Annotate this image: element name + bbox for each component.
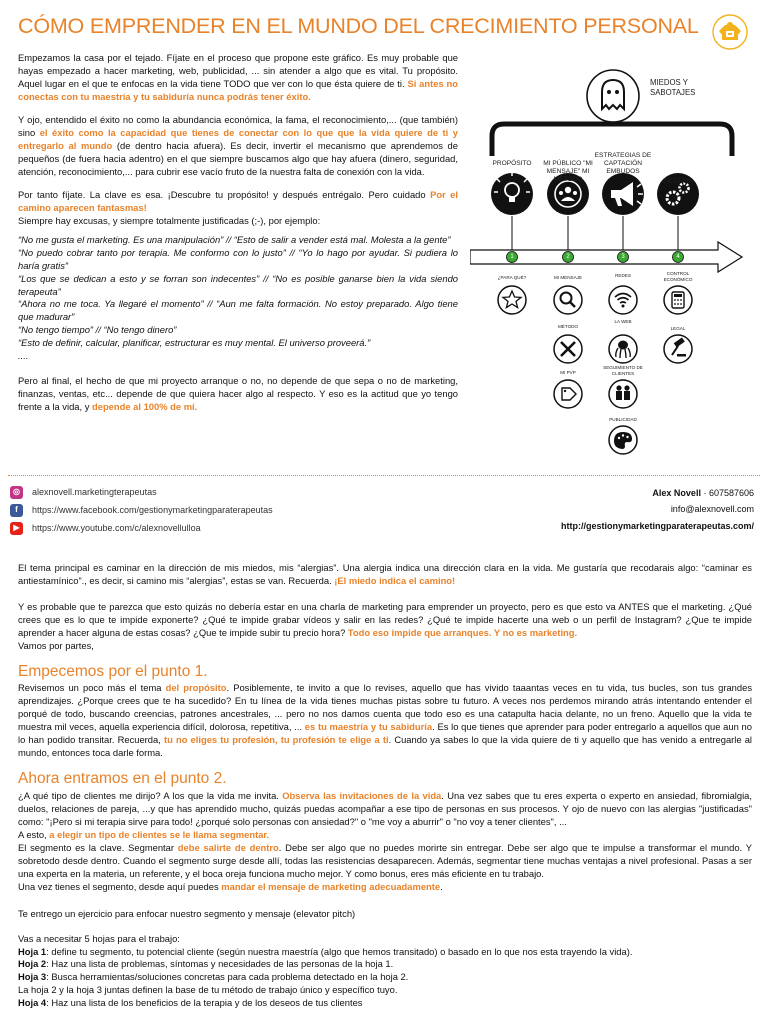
price-tag-icon (554, 380, 582, 408)
calculator-icon (664, 286, 692, 314)
section-heading-point-2: Ahora entramos en el punto 2. (18, 770, 227, 788)
lightbulb-icon (491, 172, 533, 215)
author-name: Alex Novell (652, 488, 701, 498)
web-label: LA WEB (614, 319, 632, 324)
sheet-item: Hoja 1: define tu segmento, tu potencial cliente (según nuestra maestría (algo que hemos transitado) o basado en lo que nos esta trayendo la vida). (18, 945, 633, 957)
article-paragraph-2: Y es probable que te parezca que esto quizás no debería estar en una charla de marketing para emprender un proyecto, pero es que esto va ANTES que el marketing. ¿Qué crees que es lo que te impide exponerte? ¿Qué te impide grabar vídeos y salir en las redes? ¿Qué te impide hacerte una web o un perfil de Instagram? ¿Que te impide aprender a hacer alguna de estas cosas? ¿Que te impide subir tu precio hora? Todo eso impide que arranques. Y no es marketing. Vamos por partes, (18, 600, 752, 651)
sheet-item: La hoja 2 y la hoja 3 juntas definen la base de tu método de trabajo único y específico tuyo. (18, 984, 398, 996)
wifi-icon (609, 286, 637, 314)
exercise-need: Vas a necesitar 5 hojas para el trabajo: (18, 932, 180, 944)
step-1-number: 1 (510, 254, 514, 260)
step-1-label: PROPÓSITO (492, 160, 532, 167)
instagram-handle[interactable]: alexnovell.marketingterapeutas (32, 486, 157, 497)
step-2-label: MI PÚBLICO "MI MENSAJE" MI MÉTODO (543, 160, 593, 184)
facebook-icon: f (10, 504, 23, 517)
page-title: CÓMO EMPRENDER EN EL MUNDO DEL CRECIMIENTO PERSONAL (18, 14, 699, 38)
ghost-icon (587, 70, 639, 122)
facebook-row (10, 502, 273, 518)
step-3-sub-label: REDES (615, 273, 631, 278)
arrow-connectors (512, 216, 678, 250)
facebook-link[interactable]: https://www.facebook.com/gestionymarketingparaterapeutas (32, 504, 273, 515)
step-4-sub-label: CONTROL ECONÓMICO (663, 271, 693, 282)
author-website[interactable]: http://gestionymarketingparaterapeutas.com/ (560, 521, 754, 531)
advertising-label: PUBLICIDAD (609, 417, 637, 422)
youtube-link[interactable]: https://www.youtube.com/c/alexnovellulloa (32, 522, 201, 533)
youtube-row (10, 520, 201, 536)
section-divider (8, 475, 760, 476)
excuse-item: “Ahora no me toca. Ya llegaré el momento” // “Aun me falta formación. No estoy preparado. Algo tiene que madurar” (18, 298, 458, 323)
step-3-label: ESTRATEGIAS DE CAPTACIÓN EMBUDOS (594, 152, 652, 176)
method-label: MÉTODO (557, 324, 579, 329)
excuses-list (18, 234, 458, 364)
point-1-paragraph: Revisemos un poco más el tema del propósito. Posiblemente, te invito a que lo revises, aquello que has vivido taaantas veces en tu vida, tus bucles, son tus grandes aprendizajes. ¿Porque crees que te ha sucedido? En tu línea de la vida tienes muchas pistas sobre tu futuro. A veces nos perdemos mirando atrás intentando entender el porqué de todo, buscando creencias, patrones ancestrales, ... pero no nos damos cuenta que todo eso es una catapulta hacia delante, no un freno. Aquello que la vida te muestra mil veces, aquella experiencia difícil, dolorosa, repetitiva, ... es tu maestría y tu sabiduría. Es lo que tienes que aprender para poder entregarlo a aquellos que aun no lo han podido transitar. Recuerda, tu no eliges tu profesión, tu profesión te elige a ti. Cuando ya sabes lo que la vida quiere de ti y aquello que has venido a entregarle al mundo, entonces toca darle forma. (18, 682, 753, 759)
octopus-icon (609, 335, 637, 363)
point-2-paragraph-3: El segmento es la clave. Segmentar debe salirte de dentro. Debe ser algo que no puedes morirte sin entregar. Debe ser algo que te impulse a transformar el mundo. Y sobretodo desde dentro. Cuando el segmento surge desde allí, todas las resistencias desaparecen. Además, segmentar tiene muchas ventajas a nivel profesional. Pasas a ser una experta en la materia, un referente, y el boca oreja funciona mucho mejor. Y como bonus, eres más eficiente en tu trabajo. (18, 841, 753, 879)
point-2-paragraph-1: ¿A qué tipo de clientes me dirijo? A los que la vida me invita. Observa las invitaciones de la vida. Una vez sabes que tu eres experta o experto en ansiedad, fibromialgia, duelos, relaciones de pareja, ...y que has aprendido mucho, quizás puedas acompañar a ese tipo de personas en sus procesos. Y ojo de nuevo con las alergias "justificadas" como: "¡Pero si mi terapia sirve para todo! ¿porqué solo personas con ansiedad?" o "me voy a aburrir" o "no voy a tener clientes", ... (18, 789, 752, 827)
exercise-intro: Te entrego un ejercicio para enfocar nuestro segmento y mensaje (elevator pitch) (18, 907, 356, 919)
author-email[interactable]: info@alexnovell.com (670, 504, 754, 514)
contact-footer (10, 484, 760, 544)
process-diagram (470, 56, 755, 466)
excuse-item: “Los que se dedican a esto y se forran son indecentes” // “No es posible ganarse bien la vida siendo terapeuta” (18, 272, 458, 297)
instagram-icon: ◎ (10, 486, 23, 499)
megaphone-icon (602, 173, 644, 215)
client-tracking-label: SEGUIMIENTO DE CLIENTES (603, 365, 643, 376)
main-article (18, 562, 752, 1010)
step-4-label: GESTIÓN (663, 178, 693, 185)
sheet-item: Hoja 4: Haz una lista de los beneficios de la terapia y de los deseos de tus clientes (18, 997, 363, 1009)
clients-icon (609, 380, 637, 408)
intro-column (18, 52, 458, 424)
intro-paragraph-1: Empezamos la casa por el tejado. Fíjate en el proceso que propone este gráfico. Es muy probable que hayas empezado a hacer marketing, web, publicidad, ... sin atender a algo que es vital. Tu propósito. Aquel lugar en el que te enfocas en la vida tiene TODO que ver con lo que ésta quiere de ti. Si antes no conectas con tu maestría y tu sabiduría nunca podrás tener éxito. (18, 52, 458, 102)
instagram-row (10, 484, 157, 500)
fears-label: MIEDOS Y SABOTAJES (650, 78, 696, 97)
guru-figure-icon (712, 14, 748, 50)
excuse-item: “No me gusta el marketing. Es una manipulación” // “Esto de salir a vender está mal. Molesta a la gente” (18, 233, 451, 245)
sheet-item: Hoja 2: Haz una lista de problemas, síntomas y necesidades de las personas de la hoja 1. (18, 958, 394, 970)
sheet-list (18, 946, 752, 1011)
step-1-sub-label: ¿PARA QUÉ? (497, 275, 527, 280)
step-3-number: 3 (621, 254, 625, 260)
article-paragraph-1: El tema principal es caminar en la dirección de mis miedos, mis “alergias”. Una alergia indica una dirección clara en la vida. Me gustaría que recodarais algo: “caminar es antiestamínico”., es decir, si camino mis “alergias”, estas se van. Recuerda. ¡El miedo indica el camino! (18, 562, 752, 586)
intro-paragraph-2: Y ojo, entendido el éxito no como la abundancia económica, la fama, el reconocimiento,... (que también) sino el éxito como la capacidad que tienes de conectar con lo que que la vida quiere de ti y entregarlo al mundo (de dentro hacia afuera). Es decir, invertir el mecanismo que aprendemos de pequeños (de fuera hacia adentro) en el que siempre buscamos algo que hay afuera (dinero, seguridad, atención, reconocimiento,... para cubrir ese vacío fruto de la nuestra falta de conexión con la vida. (18, 113, 458, 177)
palette-icon (609, 426, 637, 454)
price-label: MI PVP (560, 370, 576, 375)
excuse-item: .... (18, 350, 29, 362)
sheet-item: Hoja 3: Busca herramientas/soluciones concretas para cada problema detectado en la hoja 2. (18, 971, 409, 983)
star-icon (498, 286, 526, 314)
excuse-item: “No tengo tiempo” // “No tengo dinero” (18, 324, 177, 336)
author-phone: · 607587606 (700, 488, 754, 498)
gavel-icon (664, 335, 692, 363)
step-4-number: 4 (676, 254, 680, 260)
excuse-item: “No puedo cobrar tanto por terapia. Me conformo con lo justo” // “Yo lo hago por ayudar. Si pudiera lo haría gratis” (18, 246, 458, 271)
step-2-number: 2 (566, 254, 570, 260)
intro-paragraph-3: Por tanto fíjate. La clave es esa. ¡Descubre tu propósito! y después entrégalo. Pero cuidado Por el camino aparecen fantasmas! Siempre hay excusas, y siempre totalmente justificadas (;-), por ejemplo: (18, 188, 458, 226)
tools-icon (554, 335, 582, 363)
legal-label: LEGAL (670, 326, 686, 331)
excuse-item: “Esto de definir, calcular, planificar, estructurar es muy mental. El universo proveerá.” (18, 337, 371, 349)
section-heading-point-1: Empecemos por el punto 1. (18, 662, 208, 680)
intro-paragraph-4: Pero al final, el hecho de que mi proyecto arranque o no, no depende de que sepa o no de marketing, finanzas, ventas, etc... depende de que quiera hacer algo al respecto. Y eso es la actitud que yo tengo frente a la vida, y depende al 100% de mí. (18, 375, 458, 413)
youtube-icon: ▶ (10, 522, 23, 535)
step-2-sub-label: MI MENSAJE (553, 275, 583, 280)
point-2-paragraph-2: A esto, a elegir un tipo de clientes se le llama segmentar. (18, 828, 270, 840)
author-line (652, 487, 754, 499)
magnifier-icon (554, 286, 582, 314)
point-2-paragraph-4: Una vez tienes el segmento, desde aquí puedes mandar el mensaje de marketing adecuadamente. (18, 880, 443, 892)
